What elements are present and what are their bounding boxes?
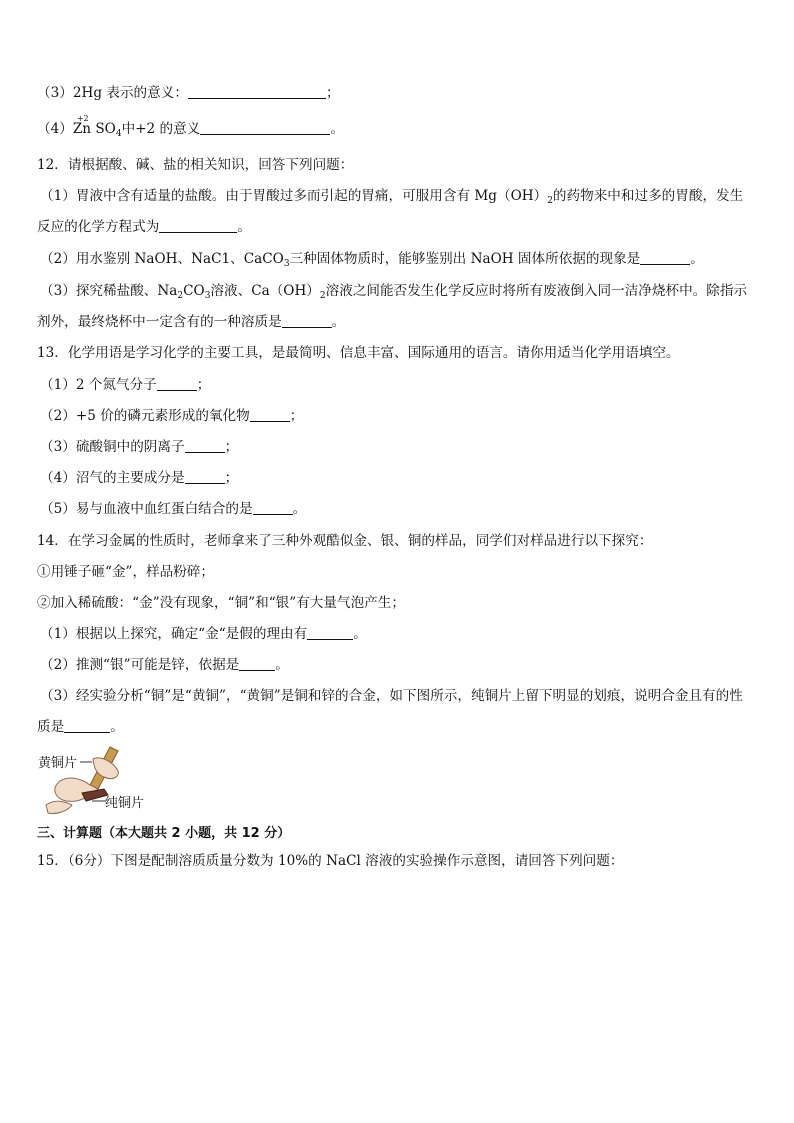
q11-4: （4） +2 Zn $SO_4$中+2 的意义 。 [37, 114, 344, 139]
q12-3b: 剂外，最终烧杯中一定含有的一种溶质是 。 [37, 314, 346, 330]
answer-blank[interactable] [250, 408, 290, 422]
answer-blank[interactable] [64, 719, 110, 733]
q14-2: （2）推测“银”可能是锌，依据是 。 [40, 657, 289, 673]
q12-3a: （3）探究稀盐酸、$Na_2CO_3$溶液、$Ca(OH)_2$溶液之间能否发生化学反应时将所有废液倒入同一洁净烧杯中。除指示 [40, 283, 748, 301]
answer-blank[interactable] [282, 314, 332, 328]
answer-blank[interactable] [159, 219, 237, 233]
q12-1a: （1）胃液中含有适量的盐酸。由于胃酸过多而引起的胃痛，可服用含有 $Mg(OH)_2$的药物来中和过多的胃酸，发生 [40, 188, 744, 206]
q12-title: 12．请根据酸、碱、盐的相关知识，回答下列问题： [37, 157, 354, 173]
q12-2: （2）用水鉴别 NaOH、NaC1、CaCO$_3$三种固体物质时，能够鉴别出 NaOH 固体所依据的现象是 。 [40, 251, 704, 269]
q14-step1: ①用锤子砸“金”，样品粉碎； [37, 564, 215, 580]
section-3-heading: 三、计算题（本大题共 2 小题，共 12 分） [37, 826, 291, 841]
q13-1: （1）2 个氮气分子 ； [40, 377, 211, 393]
q15: 15．（6分）下图是配制溶质质量分数为 10%的 NaCl 溶液的实验操作示意图，请回答下列问题： [37, 853, 624, 869]
answer-blank[interactable] [307, 626, 353, 640]
label-brass: 黄铜片 [38, 756, 78, 771]
answer-blank[interactable] [185, 470, 225, 484]
q13-4: （4）沼气的主要成分是 ； [40, 470, 239, 486]
q12-1b: 反应的化学方程式为 。 [37, 219, 251, 235]
label-copper: 纯铜片 [105, 796, 145, 811]
answer-blank[interactable] [185, 439, 225, 453]
q14-3b: 质是 。 [37, 719, 124, 735]
q14-1: （1）根据以上探究，确定“金“是假的理由有 。 [40, 626, 367, 642]
brass-scratch-figure [38, 745, 168, 820]
q13-title: 13．化学用语是学习化学的主要工具，是最简明、信息丰富、国际通用的语言。请你用适当化学用语填空。 [37, 345, 680, 361]
q14-3a: （3）经实验分析“铜”是“黄铜”，“黄铜”是铜和锌的合金，如下图所示，纯铜片上留下明显的划痕，说明合金且有的性 [40, 688, 743, 704]
answer-blank[interactable] [640, 251, 690, 265]
q11-3: （3）2Hg 表示的意义： ； [37, 85, 340, 101]
answer-blank[interactable] [253, 501, 293, 515]
answer-blank[interactable] [200, 121, 330, 135]
zn-symbol: +2 Zn [72, 114, 92, 137]
answer-blank[interactable] [157, 377, 197, 391]
answer-blank[interactable] [239, 657, 275, 671]
q13-5: （5）易与血液中血红蛋白结合的是 。 [40, 501, 307, 517]
q14-title: 14．在学习金属的性质时，老师拿来了三种外观酷似金、银、铜的样品，同学们对样品进行以下探究： [37, 533, 653, 549]
q13-3: （3）硫酸铜中的阴离子 ； [40, 439, 239, 455]
q11-3-text: （3）2Hg 表示的意义： [37, 85, 188, 101]
q13-2: （2）+5 价的磷元素形成的氧化物 ； [40, 408, 304, 424]
q14-step2: ②加入稀硫酸：“金”没有现象，“铜”和“银”有大量气泡产生； [37, 595, 405, 611]
answer-blank[interactable] [188, 85, 326, 99]
